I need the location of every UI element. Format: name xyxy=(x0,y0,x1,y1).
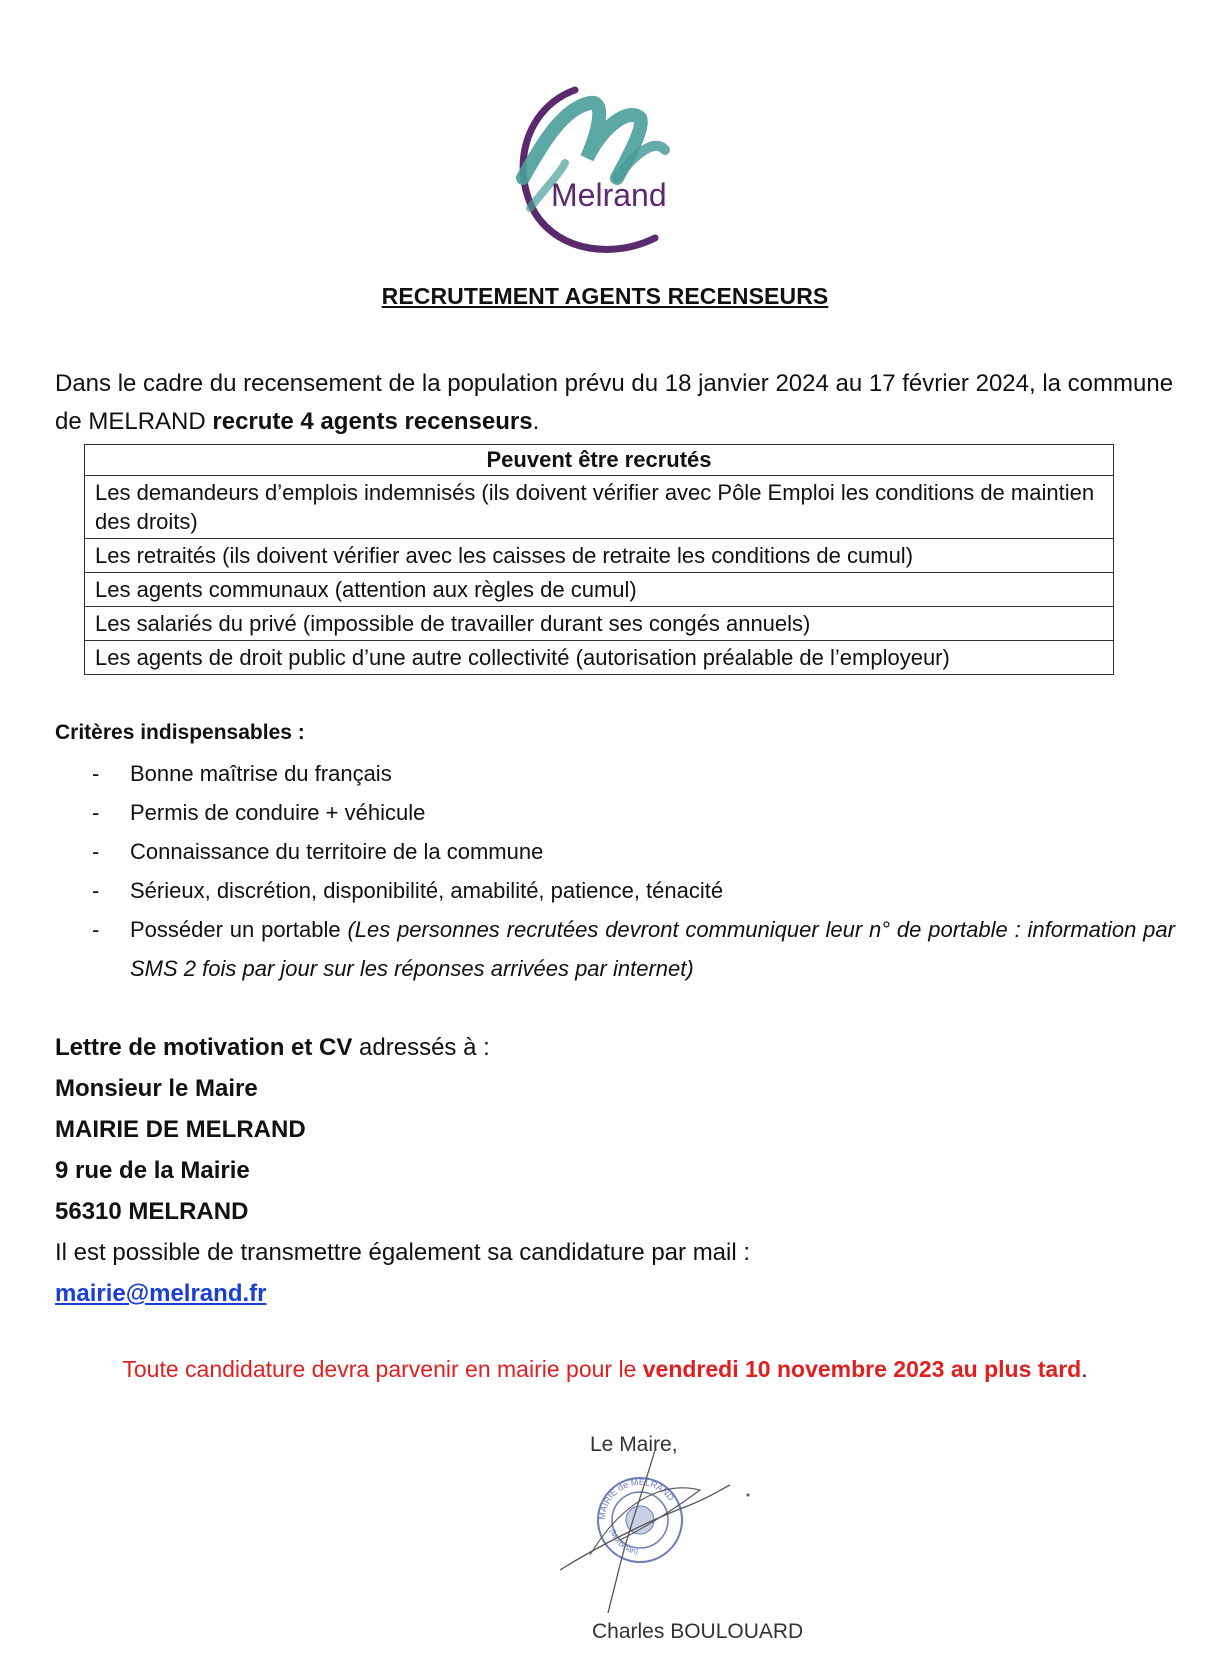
table-row xyxy=(85,607,1114,641)
address-block xyxy=(55,1027,1155,1314)
bullet-dash: - xyxy=(92,878,100,903)
email-link[interactable]: mairie@melrand.fr xyxy=(55,1280,267,1307)
bullet-dash: - xyxy=(92,800,100,825)
table-row xyxy=(85,539,1114,573)
criteria-list xyxy=(55,754,1175,988)
address-line: Monsieur le Maire xyxy=(55,1075,258,1102)
document-title: RECRUTEMENT AGENTS RECENSEURS xyxy=(381,283,829,309)
bullet-dash: - xyxy=(92,839,100,864)
criteria-item: Posséder un portable xyxy=(130,917,348,942)
table-cell: Les retraités (ils doivent vérifier avec les caisses de retraite les conditions de cumul) xyxy=(85,539,1114,573)
intro-text: Dans le cadre du recensement de la population prévu du 18 janvier 2024 au 17 février 2024, la commune de MELRAND xyxy=(55,370,1174,435)
deadline-notice xyxy=(0,1356,1210,1383)
mail-text: Il est possible de transmettre également sa candidature par mail : xyxy=(55,1239,751,1266)
intro-paragraph xyxy=(55,365,1175,441)
signature-stamp xyxy=(560,1445,760,1615)
criteria-item: Permis de conduire + véhicule xyxy=(130,800,426,825)
signature-name: Charles BOULOUARD xyxy=(592,1620,804,1643)
list-item xyxy=(55,793,1175,832)
list-item xyxy=(55,910,1175,988)
signature-title: Le Maire, xyxy=(590,1433,678,1456)
table-cell: Les salariés du privé (impossible de travailler durant ses congés annuels) xyxy=(85,607,1114,641)
list-item xyxy=(55,754,1175,793)
stamp-bottom-text: (Morbihan) xyxy=(608,1527,639,1556)
table-row xyxy=(85,641,1114,675)
logo-text: Melrand xyxy=(551,177,667,213)
list-item xyxy=(55,871,1175,910)
address-line: 56310 MELRAND xyxy=(55,1198,249,1225)
stamp-top-text: MAIRIE de MELRAND xyxy=(596,1476,677,1521)
address-lead xyxy=(55,1027,1155,1068)
address-line: 9 rue de la Mairie xyxy=(55,1157,250,1184)
deadline-end: . xyxy=(1081,1356,1088,1382)
table-row xyxy=(85,573,1114,607)
deadline-text: Toute candidature devra parvenir en mairie pour le xyxy=(122,1356,643,1382)
criteria-note: (Les personnes recrutées devront communiquer leur n° de portable : information par SMS 2 fois par jour sur les réponses arrivées par internet) xyxy=(130,917,1175,981)
table-cell: Les agents communaux (attention aux règles de cumul) xyxy=(85,573,1114,607)
criteria-item: Sérieux, discrétion, disponibilité, amabilité, patience, ténacité xyxy=(130,878,724,903)
criteria-item: Bonne maîtrise du français xyxy=(130,761,392,786)
table-row xyxy=(85,476,1114,539)
address-lead-rest: adressés à : xyxy=(352,1034,490,1061)
table-cell: Les demandeurs d’emplois indemnisés (ils doivent vérifier avec Pôle Emploi les conditions de maintien des droits) xyxy=(85,476,1114,539)
address-lead-bold: Lettre de motivation et CV xyxy=(55,1034,353,1061)
recruitable-table xyxy=(84,444,1114,675)
table-cell: Les agents de droit public d’une autre collectivité (autorisation préalable de l’employeur) xyxy=(85,641,1114,675)
criteria-item: Connaissance du territoire de la commune xyxy=(130,839,544,864)
address-line: MAIRIE DE MELRAND xyxy=(55,1116,306,1143)
criteria-title: Critères indispensables : xyxy=(55,721,305,744)
bullet-dash: - xyxy=(92,761,100,786)
intro-end: . xyxy=(532,408,540,435)
bullet-dash: - xyxy=(92,917,100,942)
deadline-bold: vendredi 10 novembre 2023 au plus tard xyxy=(642,1356,1082,1382)
intro-bold: recrute 4 agents recenseurs xyxy=(212,408,533,435)
table-header: Peuvent être recrutés xyxy=(85,445,1114,476)
melrand-logo xyxy=(505,78,715,258)
list-item xyxy=(55,832,1175,871)
